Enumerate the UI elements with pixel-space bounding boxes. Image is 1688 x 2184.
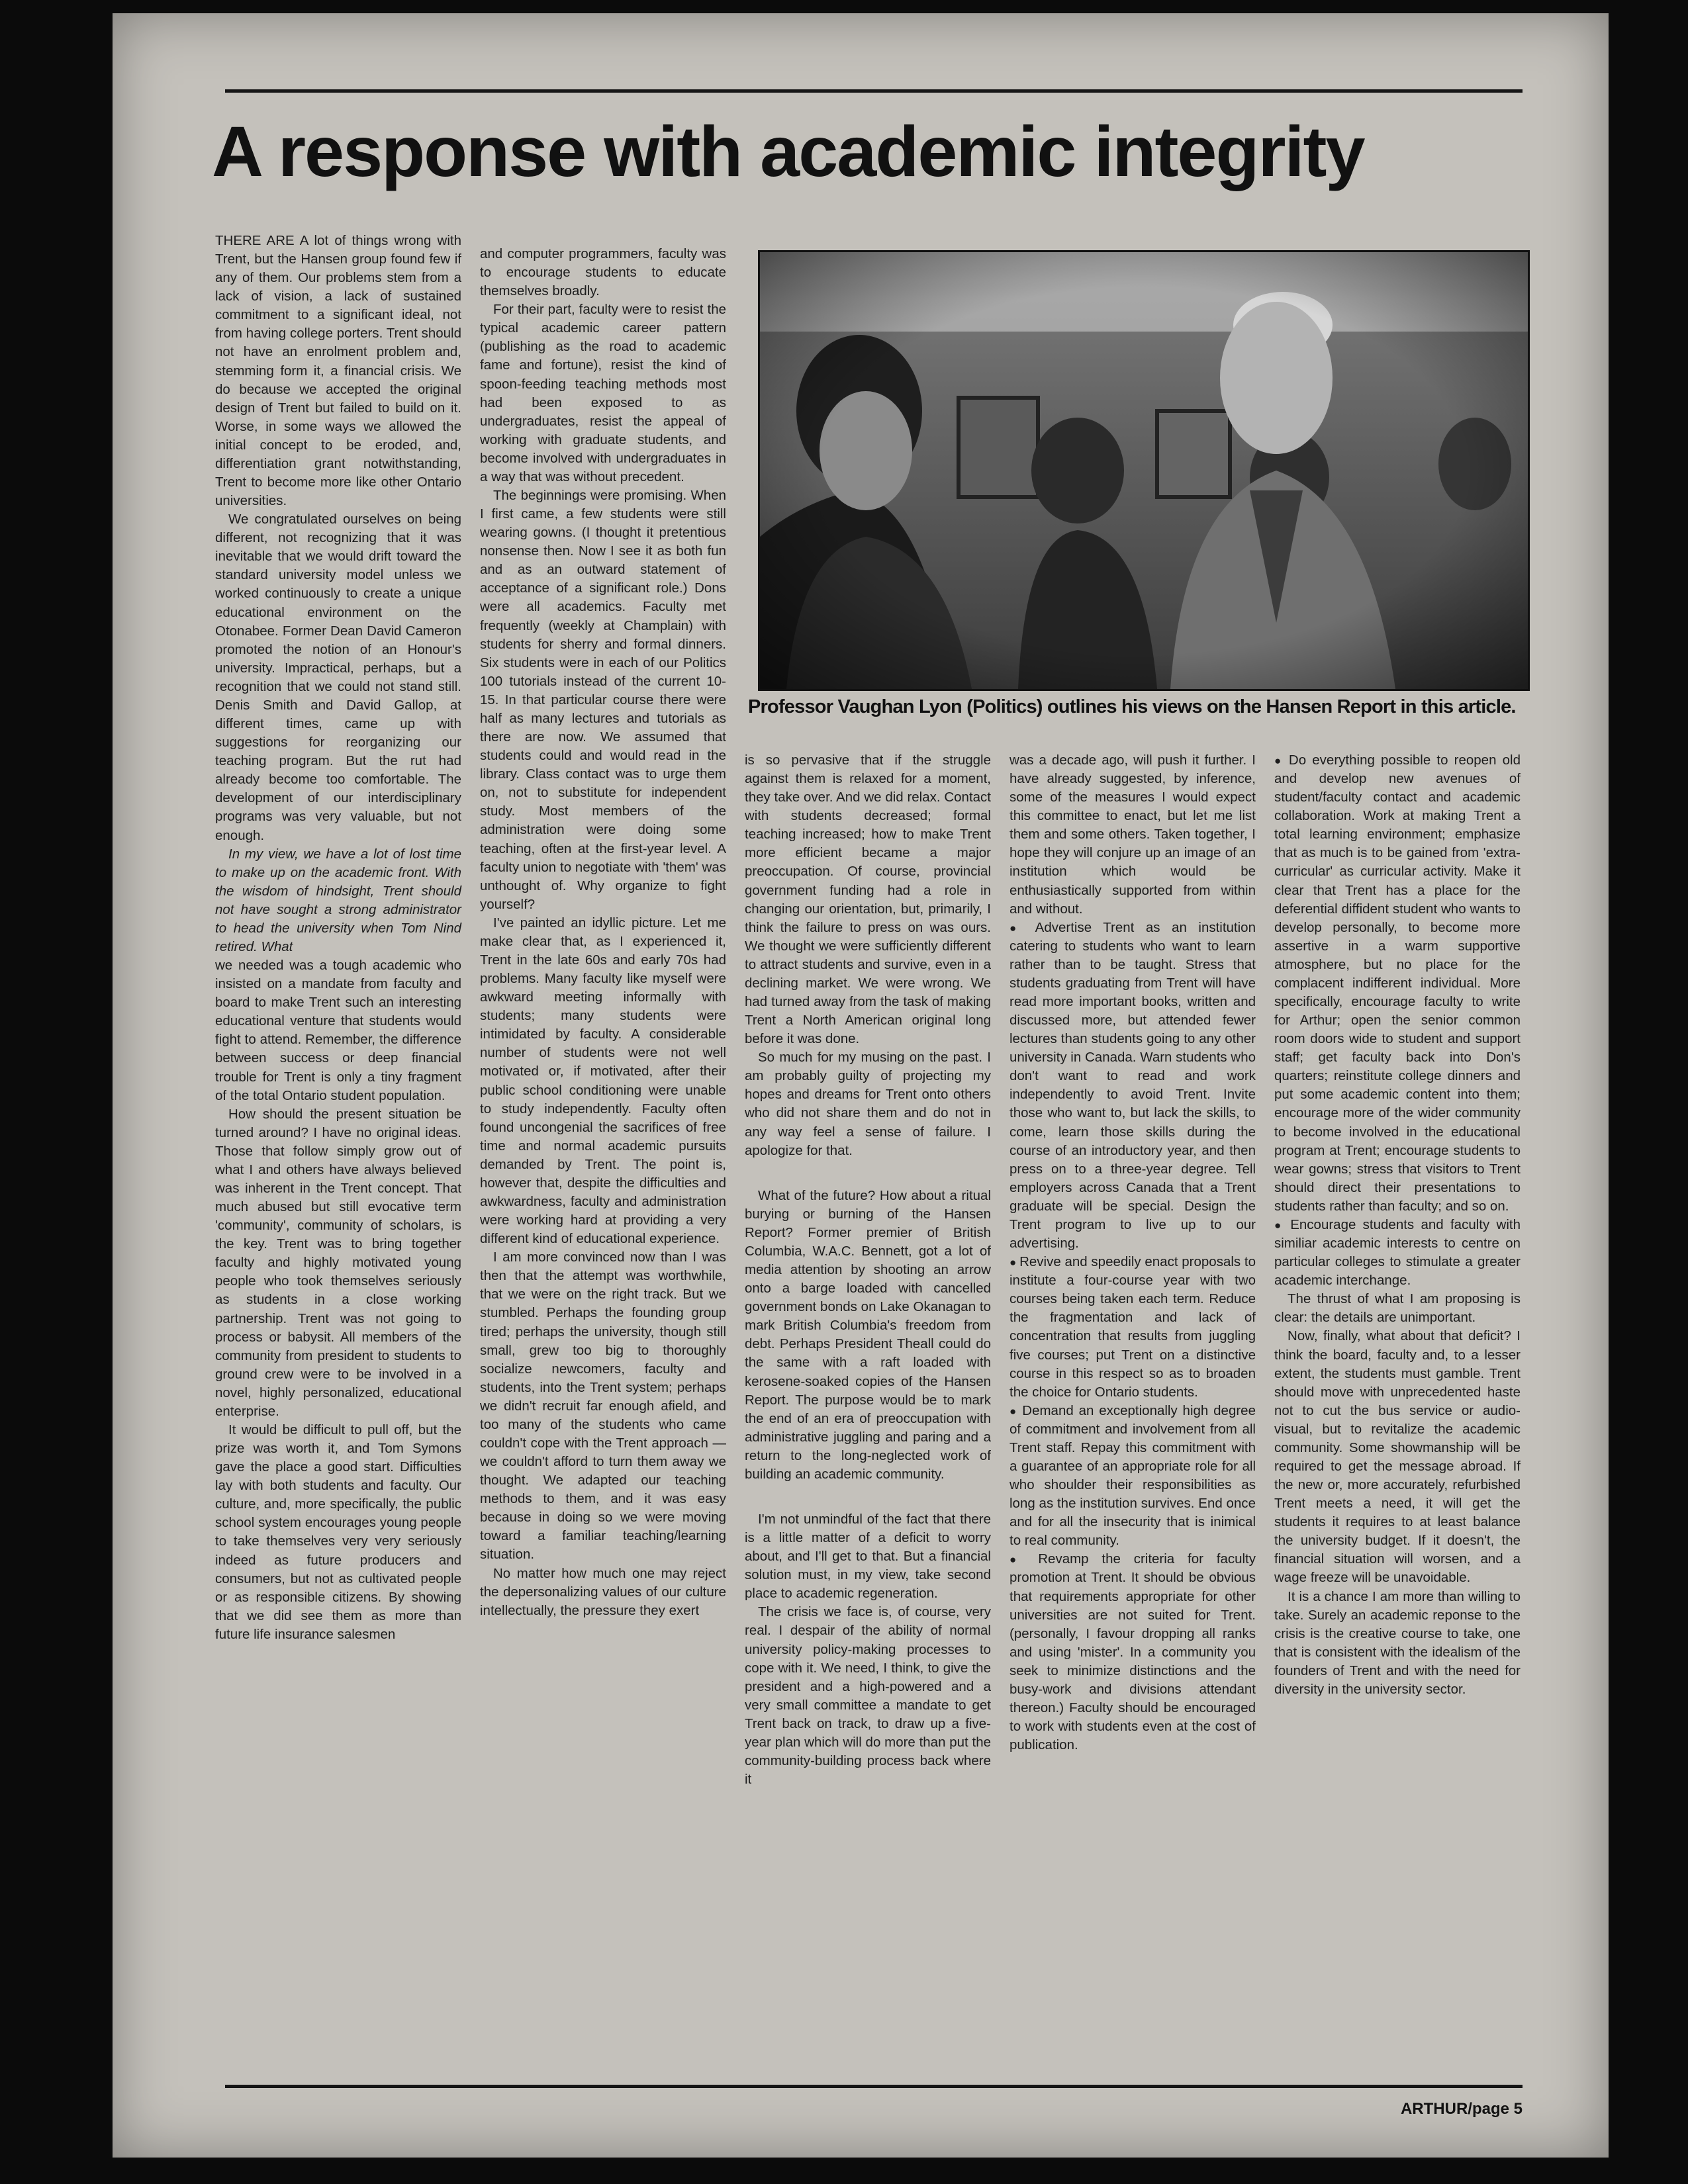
page-footer: ARTHUR/page 5 — [1400, 2100, 1523, 2118]
article-paragraph: ● Revive and speedily enact proposals to institute a four-course year with two courses being taken each term. Reduce the fragmentation and lack of concentration that results from juggling five courses; put Trent on a distinctive course in this respect so as to broaden the choice for Ontario students. — [1009, 1253, 1256, 1402]
article-paragraph: In my view, we have a lot of lost time to make up on the academic front. With the wisdom of hindsight, Trent should not have sought a strong administrator to head the university when Tom Nind retired. What — [215, 846, 461, 954]
article-column-3 — [745, 751, 991, 1789]
article-paragraph: THERE ARE A lot of things wrong with Trent, but the Hansen group found few if any of them. Our problems stem from a lack of vision, a lack of sustained commitment to a significant ideal, not from having college porters. Trent should not have an enrolment problem and, stemming form it, a financial crisis. We do because we accepted the original design of Trent but failed to build on it. Worse, in some ways we allowed the initial concept to be eroded, and, differentiation grant notwithstanding, Trent to become more like other Ontario universities. — [215, 233, 461, 509]
article-paragraph: It is a chance I am more than willing to take. Surely an academic reponse to the crisis is the creative course to take, one that is consistent with the idealism of the founders of Trent and with the need for diversity in the university sector. — [1274, 1588, 1521, 1697]
headline: A response with academic integrity — [212, 111, 1364, 191]
article-paragraph: we needed was a tough academic who insisted on a mandate from faculty and board to make Trent such an interesting educational venture that students would fight to attend. Remember, the difference between success or deep financial trouble for Trent is only a tiny fragment of the total Ontario student population. — [215, 958, 461, 1103]
article-paragraph: ● Revamp the criteria for faculty promotion at Trent. It should be obvious that requirements appropriate for other universities are not suited for Trent. (personally, I favour dropping all ranks and using 'mister'. In a community you seek to minimize distinctions and the busy-work and divisions attendant thereon.) Faculty should be encouraged to work with students even at the cost of publication. — [1009, 1550, 1256, 1754]
article-paragraph: Now, finally, what about that deficit? I think the board, faculty and, to a lesser extent, the students must gamble. Trent should move with unprecedented haste not to cut the bus service or audio-visual, but to revitalize the academic community. Some showmanship will be required to get the message abroad. If the new or, more accurately, refurbished Trent meets a need, it will get the students it requires to at least balance the university budget. If it doesn't, the financial situation will worsen, and a wage freeze will be unavoidable. — [1274, 1328, 1521, 1586]
article-paragraph: I am more convinced now than I was then that the attempt was worthwhile, that we were on the right track. But we stumbled. Perhaps the founding group tired; perhaps the university, though still small, grew too big to thoroughly socialize newcomers, faculty and students, into the Trent system; perhaps we didn't recruit far enough afield, and too many of the students who came couldn't cope with the Trent approach — we couldn't afford to turn them away we thought. We adapted our teaching methods to them, and it was easy because in doing so we were moving toward a familiar teaching/learning situation. — [480, 1250, 726, 1563]
article-paragraph: I'm not unmindful of the fact that there is a little matter of a deficit to worry about, and I'll get to that. But a financial solution must, in my view, take second place to academic regeneration. — [745, 1511, 991, 1602]
article-column-2 — [480, 245, 726, 1620]
article-paragraph: is so pervasive that if the struggle against them is relaxed for a moment, they take over. And we did relax. Contact with students decreased; formal teaching increased; how to make Trent more efficient became a major preoccupation. Of course, provincial government funding had a role in changing our orientation, but, primarily, I think the failure to press on was ours. We thought we were sufficiently different to attract students and survive, even in a declining market. We were wrong. We had turned away from the task of making Trent a North American original long before it was done. — [745, 752, 991, 1047]
article-paragraph: How should the present situation be turned around? I have no original ideas. Those that follow simply grow out of what I and others have always believed was inherent in the Trent concept. That much abused but still evocative term 'community', community of scholars, is the key. Trent was to bring together faculty and highly motivated young people who took themselves seriously as students in a close working partnership. Trent was not going to process or babysit. All members of the community from president to students to ground crew were to be involved in a novel, highly personalized, educational enterprise. — [215, 1106, 461, 1419]
article-paragraph: What of the future? How about a ritual burying or burning of the Hansen Report? Former premier of British Columbia, W.A.C. Bennett, got a lot of media attention by shooting an arrow onto a barge loaded with cancelled government bonds on Lake Okanagan to mark British Columbia's freedom from debt. Perhaps President Theall could do the same with a raft loaded with kerosene-soaked copies of the Hansen Report. The purpose would be to mark the end of an era of preoccupation with administrative juggling and paring and a return to the long-neglected work of building an academic community. — [745, 1187, 991, 1482]
article-paragraph: and computer programmers, faculty was to encourage students to educate themselves broadly. — [480, 246, 726, 299]
article-column-4 — [1009, 751, 1256, 1754]
article-column-5 — [1274, 751, 1521, 1699]
article-paragraph: It would be difficult to pull off, but the prize was worth it, and Tom Symons gave the place a good start. Difficulties lay with both students and faculty. Our culture, and, more specifically, the public school system encourages young people to take themselves very very seriously indeed as future producers and consumers, but not as cultivated people or as responsible citizens. By showing that we did see them as more than future life insurance salesmen — [215, 1422, 461, 1642]
article-column-1 — [215, 232, 461, 1644]
article-paragraph: The crisis we face is, of course, very real. I despair of the ability of normal university policy-making processes to cope with it. We need, I think, to give the president and a high-powered and a very small committee a mandate to get Trent back on track, to draw up a five-year plan which will do more than put the community-building process back where it — [745, 1604, 991, 1788]
photo-of-professor-and-students — [760, 252, 1528, 689]
article-paragraph: ● Advertise Trent as an institution catering to students who want to learn rather than to be taught. Stress that students graduating from Trent will have read more important books, written and discussed more, but attended fewer lectures than students going to any other university in Canada. Warn students who don't want to read and work independently to avoid Trent. Invite those who want to, but lack the skills, to come, learn those skills during the course of an introductory year, and then press on to a three-year degree. Tell employers across Canada that a Trent graduate will be special. Design the Trent program to live up to our advertising. — [1009, 919, 1256, 1253]
article-paragraph: ● Do everything possible to reopen old and develop new avenues of student/faculty contact and academic collaboration. Work at making Trent a total learning environment; emphasize that as much is to be gained from 'extra-curricular' as curricular activity. Make it clear that Trent has a place for the deferential diffident student who wants to develop personally, to become more assertive in a warm supportive atmosphere, but no place for the complacent indifferent individual. More specifically, encourage faculty to write for Arthur; open the senior common room doors wide to student and support staff; get faculty back into Don's quarters; reinstitute college dinners and put some academic content into them; encourage more of the wider community to become involved in the educational program at Trent; encourage students to wear gowns; stress that visitors to Trent should direct their presentations to students rather than faculty; and so on. — [1274, 751, 1521, 1216]
article-photo — [758, 250, 1530, 691]
article-paragraph: ● Demand an exceptionally high degree of commitment and involvement from all Trent staff. Repay this commitment with a guarantee of an appropriate role for all who shoulder their responsibilities as long as the institution survives. End once and for all the insecurity that is inimical to real community. — [1009, 1402, 1256, 1551]
article-paragraph: was a decade ago, will push it further. I have already suggested, by inference, some of the measures I would expect this committee to enact, but let me list them and some others. Taken together, I hope they will conjure up an image of an institution which would be enthusiastically supported from within and without. — [1009, 752, 1256, 917]
article-paragraph: For their part, faculty were to resist the typical academic career pattern (publishing as the road to academic fame and fortune), resist the kind of spoon-feeding teaching methods most had been exposed to as undergraduates, resist the appeal of working with graduate students, and become involved with undergraduates in a way that was without precedent. — [480, 302, 726, 484]
article-paragraph: We congratulated ourselves on being different, not recognizing that it was inevitable that we would drift toward the standard university model unless we worked continuously to create a unique educational environment on the Otonabee. Former Dean David Cameron promoted the notion of an Honour's university. Impractical, perhaps, but a recognition that we could not stand still. Denis Smith and David Gallop, at different times, came up with suggestions for reorganizing our teaching program. But the rut had already become too comfortable. The development of our interdisciplinary programs was very valuable, but not enough. — [215, 512, 461, 843]
newspaper-page — [113, 13, 1609, 2158]
article-paragraph: No matter how much one may reject the depersonalizing values of our culture intellectually, the pressure they exert — [480, 1565, 726, 1618]
article-paragraph: The thrust of what I am proposing is clear: the details are unimportant. — [1274, 1291, 1521, 1326]
photo-caption: Professor Vaughan Lyon (Politics) outlines his views on the Hansen Report in this article. — [748, 696, 1516, 717]
article-paragraph: So much for my musing on the past. I am probably guilty of projecting my hopes and dreams for Trent onto others who did not share them and do not in any way feel a sense of failure. I apologize for that. — [745, 1050, 991, 1158]
article-paragraph: ● Encourage students and faculty with similiar academic interests to centre on particular colleges to stimulate a greater academic interchange. — [1274, 1216, 1521, 1290]
top-rule — [225, 89, 1523, 93]
article-paragraph: The beginnings were promising. When I first came, a few students were still wearing gowns. (I thought it pretentious nonsense then. Now I see it as both fun and as an outward statement of acceptance of a significant role.) Dons were all academics. Faculty met frequently (weekly at Champlain) with students for sherry and formal dinners. Six students were in each of our Politics 100 tutorials instead of the current 10-15. In that particular course there were half as many lectures and tutorials as there are now. We assumed that students could and would read in the library. Class contact was to urge them on, not to substitute for independent study. Most members of the administration were doing some teaching, often at the first-year level. A faculty union to negotiate with 'them' was unthought of. Why organize to fight yourself? — [480, 488, 726, 912]
article-paragraph: I've painted an idyllic picture. Let me make clear that, as I experienced it, Trent in the late 60s and early 70s had problems. Many faculty like myself were awkward meeting informally with students; many students were intimidated by faculty. A considerable number of students were not well motivated or, if motivated, after their public school conditioning were unable to study independently. Faculty often found uncongenial the sacrifices of free time and normal academic pursuits demanded by Trent. The point is, however that, despite the difficulties and awkwardness, faculty and administration were working hard at providing a very different kind of educational experience. — [480, 915, 726, 1247]
bottom-rule — [225, 2085, 1523, 2088]
